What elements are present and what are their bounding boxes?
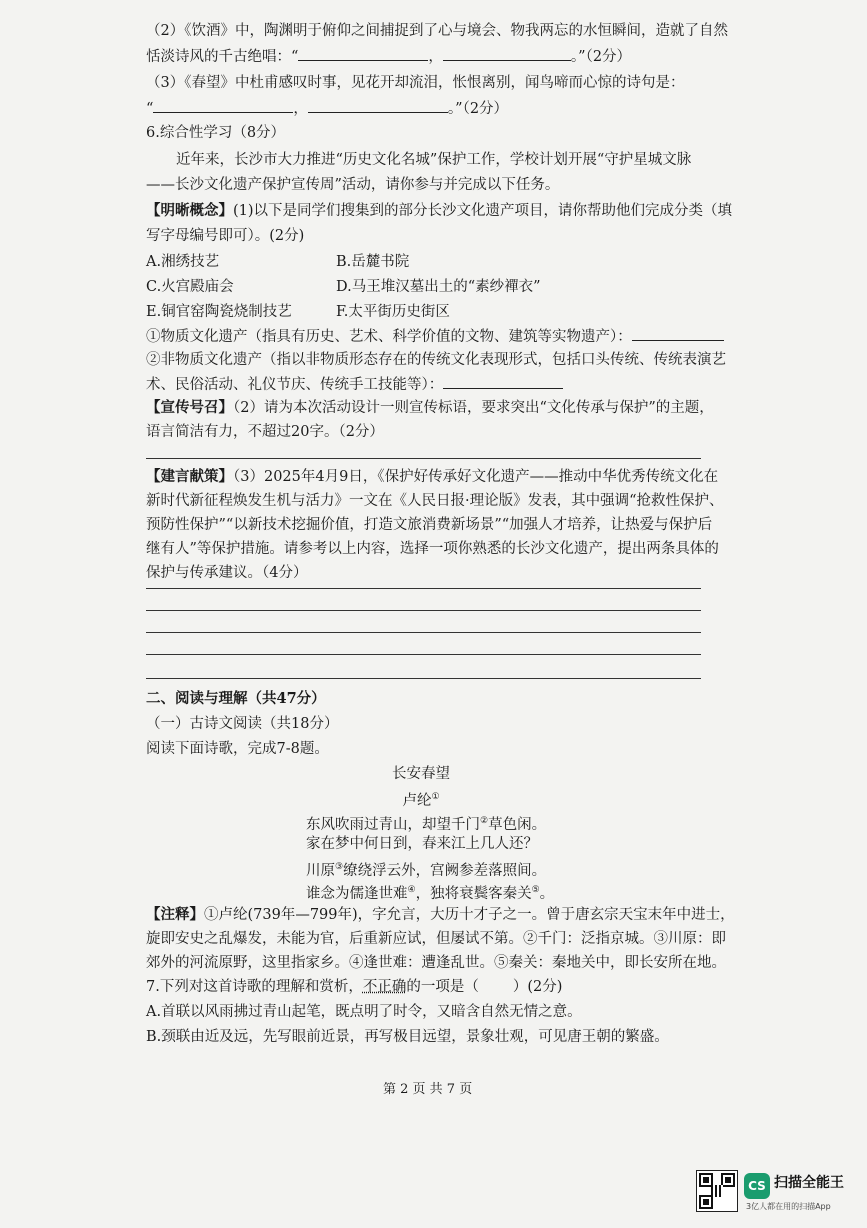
answer-blank[interactable] [443,46,571,61]
category-intangible-1: ②非物质文化遗产（指以非物质形态存在的传统文化表现形式，包括口头传统、传统表演艺 [146,352,726,368]
q6-part1-line-2: 写字母编号即可）。(2分) [146,228,305,244]
q6-part3-line-2: 新时代新征程焕发生机与活力》一文在《人民日报·理论版》发表，其中强调“抢救性保护、 [146,493,724,509]
option-e: E.铜官窑陶瓷烧制技艺 [146,304,292,320]
answer-line[interactable] [146,588,701,589]
q5-line-4: “ ， 。”（2分） [146,98,508,119]
note-marker: ② [480,816,489,826]
answer-line[interactable] [146,678,701,679]
q7-option-b: B.颈联由近及远，先写眼前近景，再写极目远望，景象壮观，可见唐王朝的繁盛。 [146,1029,669,1045]
q6-title: 6.综合性学习（8分） [146,125,286,141]
q6-part3-line-3: 预防性保护”“以新技术挖掘价值，打造文旅消费新场景”“加强人才培养，让热爱与保护后 [146,517,713,533]
q5-line-2: 恬淡诗风的千古绝唱：“ ， 。”（2分） [146,46,631,67]
section-tag: 【明晰概念】 [146,202,233,219]
option-d: D.马王堆汉墓出土的“素纱襌衣” [336,279,541,295]
option-c: C.火宫殿庙会 [146,279,234,295]
q6-part2-line-1: 【宣传号召】（2）请为本次活动设计一则宣传标语，要求突出“文化传承与保护”的主题， [146,399,714,416]
answer-blank[interactable] [153,98,293,113]
option-b: B.岳麓书院 [336,254,410,270]
answer-line[interactable] [146,632,701,633]
option-a: A.湘绣技艺 [146,254,220,270]
q6-intro-2: ——长沙文化遗产保护宣传周”活动，请你参与并完成以下任务。 [146,177,560,193]
scanner-brand-name: 扫描全能王 [774,1175,844,1191]
qr-code-icon [696,1170,738,1212]
note-marker: ① [431,792,440,802]
answer-line[interactable] [146,654,701,655]
q7-option-a: A.首联以风雨拂过青山起笔，既点明了时令，又暗含自然无情之意。 [146,1004,582,1020]
section-tag: 【注释】 [146,906,204,923]
q5-line-1: （2）《饮酒》中，陶渊明于俯仰之间捕捉到了心与境会、物我两忘的水恒瞬间，造就了自然 [146,23,728,39]
answer-blank[interactable] [632,326,724,341]
answer-line[interactable] [146,458,701,459]
scanner-tagline: 3亿人都在用的扫描App [746,1202,831,1211]
reading-instruction: 阅读下面诗歌，完成7-8题。 [146,741,329,757]
q6-intro-1: 近年来，长沙市大力推进“历史文化名城”保护工作，学校计划开展“守护星城文脉 [176,152,692,168]
emphasis-text: 不正确 [362,979,407,995]
notes-line-1: 【注释】①卢纶(739年—799年)，字允言，大历十才子之一。曾于唐玄宗天宝末年中进士， [146,906,735,923]
poem-line-1: 东风吹雨过青山，却望千门②草色闲。 [306,816,547,833]
category-intangible-2: 术、民俗活动、礼仪节庆、传统手工技能等）： [146,374,563,395]
q6-part2-line-2: 语言简洁有力，不超过20字。（2分） [146,424,384,440]
answer-blank[interactable] [443,374,563,389]
poem-title: 长安春望 [392,766,450,782]
notes-line-2: 旋即安史之乱爆发，未能为官，后重新应试，但屡试不第。②千门：泛指京城。③川原：即 [146,931,726,947]
option-f: F.太平街历史街区 [336,304,450,320]
part2-title: 二、阅读与理解（共47分） [146,690,326,707]
note-marker: ④ [407,885,416,895]
poem-author: 卢纶① [402,792,440,809]
section-tag: 【宣传号召】 [146,399,233,416]
answer-blank[interactable] [308,98,448,113]
q6-part3-line-4: 继有人”等保护措施。请参考以上内容，选择一项你熟悉的长沙文化遗产，提出两条具体的 [146,541,719,557]
q6-part1-line-1: 【明晰概念】(1)以下是同学们搜集到的部分长沙文化遗产项目，请你帮助他们完成分类（填 [146,202,733,219]
poem-line-4: 谁念为儒逢世难④，独将衰鬓客秦关⑤。 [306,885,555,902]
poem-line-3: 川原③缭绕浮云外，宫阙参差落照间。 [306,862,547,879]
q6-part3-line-5: 保护与传承建议。（4分） [146,565,308,581]
page-number: 第 2 页 共 7 页 [383,1082,473,1097]
q7-stem: 7.下列对这首诗歌的理解和赏析，不正确的一项是（ ）(2分) [146,979,563,995]
q6-part3-line-1: 【建言献策】（3）2025年4月9日，《保护好传承好文化遗产——推动中华优秀传统文化在 [146,468,719,485]
category-tangible: ①物质文化遗产（指具有历史、艺术、科学价值的文物、建筑等实物遗产）： [146,326,724,347]
camscanner-logo-icon: CS [744,1173,770,1199]
answer-blank[interactable] [298,46,428,61]
section-tag: 【建言献策】 [146,468,233,485]
note-marker: ⑤ [531,885,540,895]
note-marker: ③ [335,862,344,872]
part2-subtitle: （一）古诗文阅读（共18分） [146,716,339,732]
poem-line-2: 家在梦中何日到，春来江上几人还？ [306,836,538,852]
q5-line-3: （3）《春望》中杜甫感叹时事，见花开却流泪，怅恨离别，闻鸟啼而心惊的诗句是： [146,75,685,91]
notes-line-3: 郊外的河流原野，这里指家乡。④逢世难：遭逢乱世。⑤秦关：秦地关中，即长安所在地。 [146,955,726,971]
answer-line[interactable] [146,610,701,611]
